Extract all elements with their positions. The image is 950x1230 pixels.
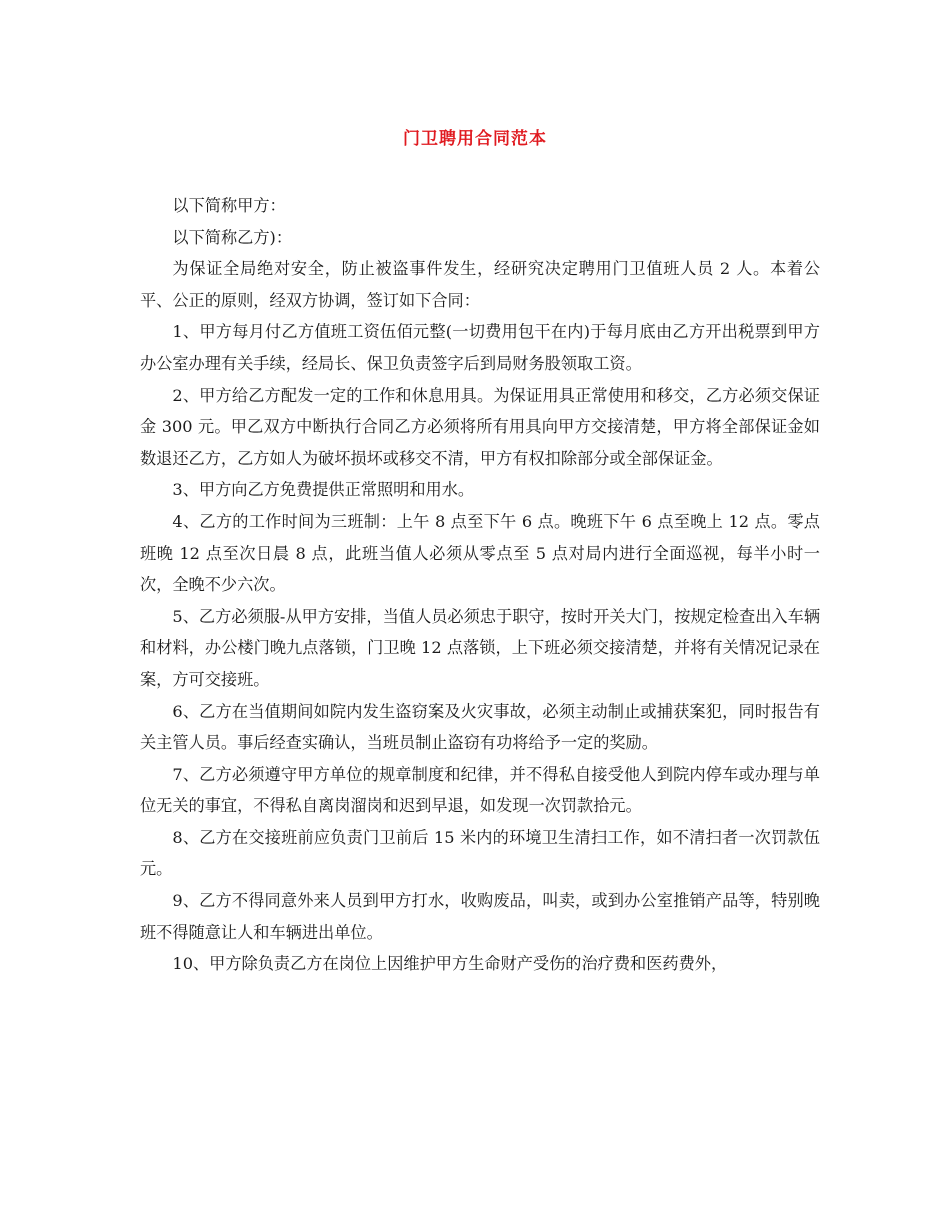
paragraph-clause-7: 7、乙方必须遵守甲方单位的规章制度和纪律，并不得私自接受他人到院内停车或办理与单位无关的事宜，不得私自离岗溜岗和迟到早退，如发现一次罚款拾元。 [140, 764, 820, 816]
paragraph-clause-9: 9、乙方不得同意外来人员到甲方打水，收购废品，叫卖，或到办公室推销产品等，特别晚班不得随意让人和车辆进出单位。 [140, 891, 820, 942]
paragraph-clause-4: 4、乙方的工作时间为三班制：上午 8 点至下午 6 点。晚班下午 6 点至晚上 12 点。零点班晚 12 点至次日晨 8 点，此班当值人必须从零点至 5 点对局内进行全面巡视，每半小时一次，全晚不少六次。 [140, 511, 820, 595]
paragraph-clause-5: 5、乙方必须服-从甲方安排，当值人员必须忠于职守，按时开关大门，按规定检查出入车辆和材料，办公楼门晚九点落锁，门卫晚 12 点落锁，上下班必须交接清楚，并将有关情况记录在案，方可交接班。 [140, 606, 820, 689]
paragraph-clause-10: 10、甲方除负责乙方在岗位上因维护甲方生命财产受伤的治疗费和医药费外， [172, 954, 728, 974]
paragraph-preamble: 为保证全局绝对安全，防止被盗事件发生，经研究决定聘用门卫值班人员 2 人。本着公平、公正的原则，经双方协调，签订如下合同： [140, 259, 820, 310]
document-body [140, 190, 820, 980]
paragraph-clause-1: 1、甲方每月付乙方值班工资伍佰元整(一切费用包干在内)于每月底由乙方开出税票到甲方办公室办理有关手续，经局长、保卫负责签字后到局财务股领取工资。 [140, 322, 820, 373]
paragraph-clause-3: 3、甲方向乙方免费提供正常照明和用水。 [172, 480, 475, 500]
paragraph-clause-8: 8、乙方在交接班前应负责门卫前后 15 米内的环境卫生清扫工作，如不清扫者一次罚款伍元。 [140, 827, 820, 879]
paragraph-clause-6: 6、乙方在当值期间如院内发生盗窃案及火灾事故，必须主动制止或捕获案犯，同时报告有关主管人员。事后经查实确认，当班员制止盗窃有功将给予一定的奖励。 [140, 701, 820, 753]
paragraph-clause-2: 2、甲方给乙方配发一定的工作和休息用具。为保证用具正常使用和移交，乙方必须交保证金 300 元。甲乙双方中断执行合同乙方必须将所有用具向甲方交接清楚，甲方将全部保证金如数退还乙方，乙方如人为破坏损坏或移交不清，甲方有权扣除部分或全部保证金。 [140, 385, 820, 468]
paragraph-party-b: 以下简称乙方)： [172, 227, 293, 247]
document-title: 门卫聘用合同范本 [403, 129, 547, 149]
paragraph-party-a: 以下简称甲方： [172, 196, 286, 215]
